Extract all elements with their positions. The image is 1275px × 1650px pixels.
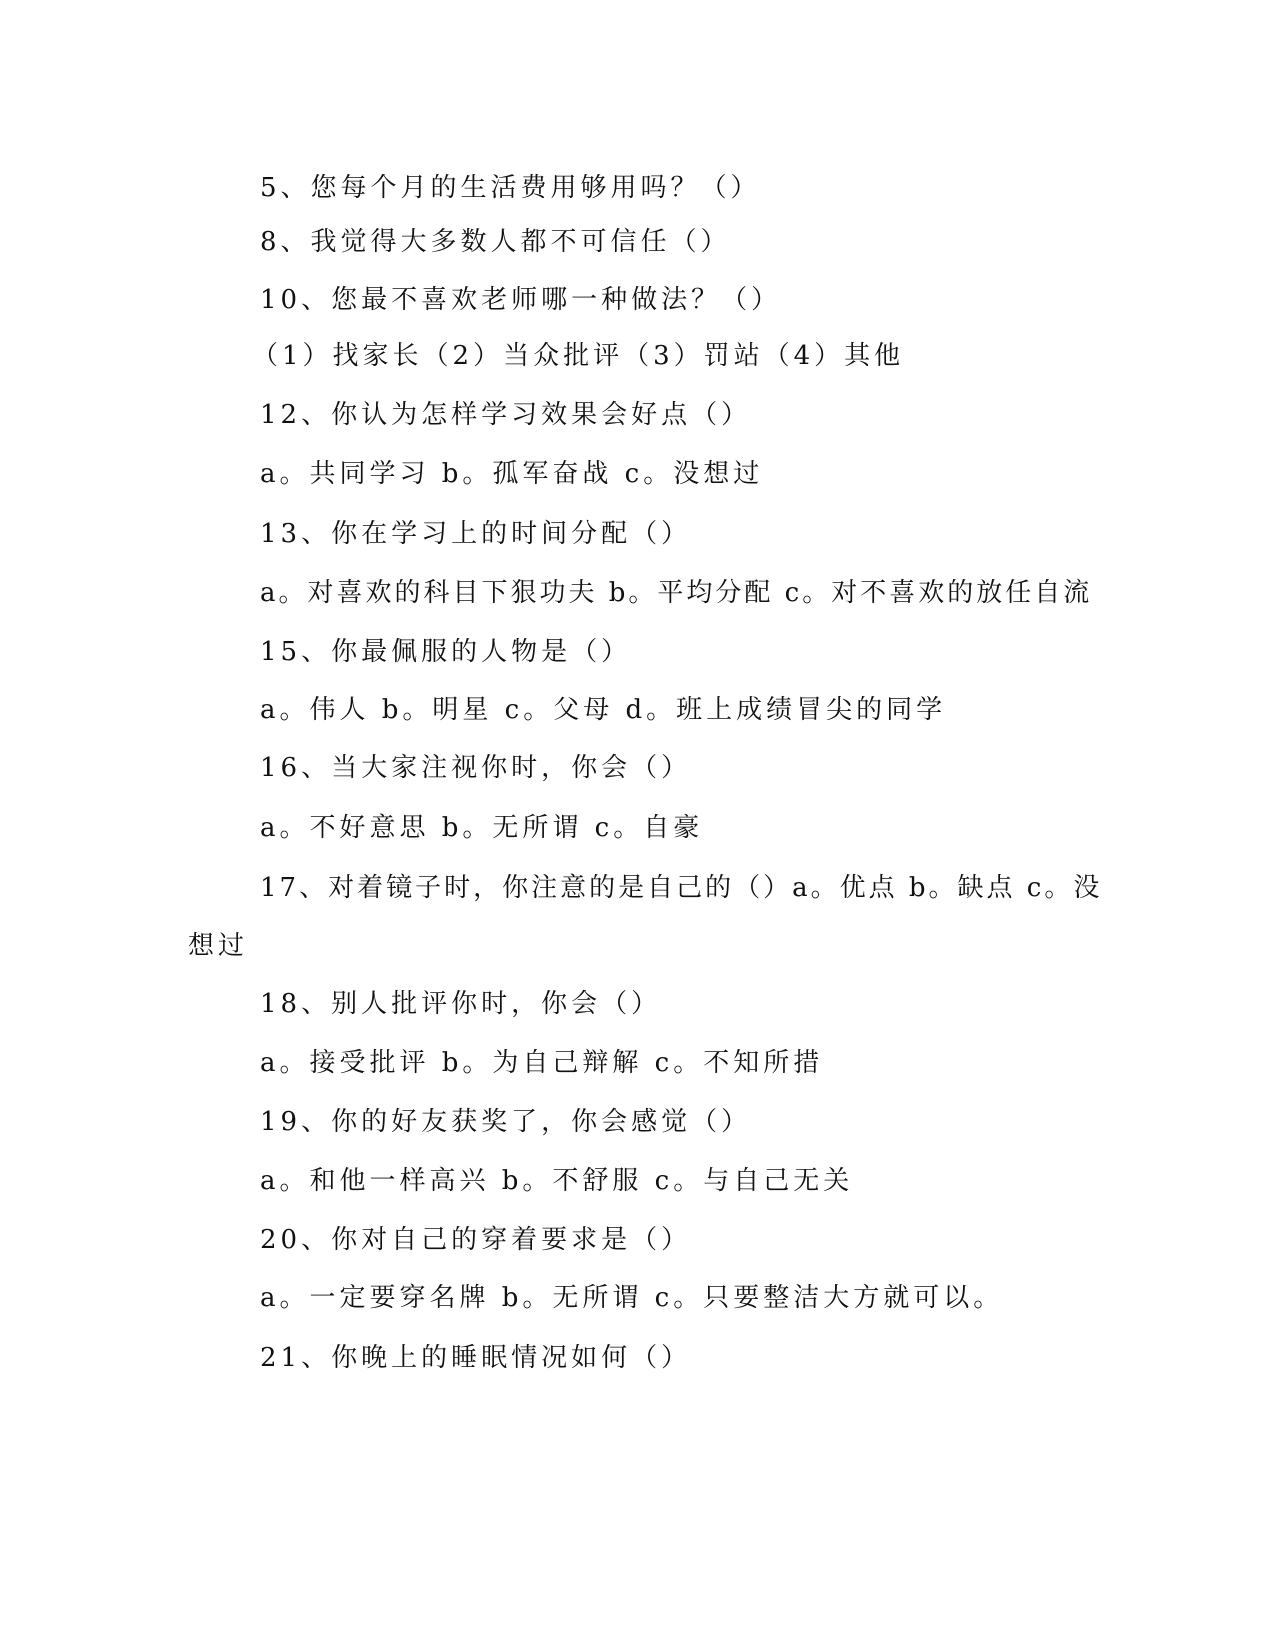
question-10-options: （1）找家长（2）当众批评（3）罚站（4）其他 <box>252 341 905 371</box>
question-10: 10、您最不喜欢老师哪一种做法？（） <box>260 285 782 315</box>
question-18: 18、别人批评你时，你会（） <box>260 989 662 1019</box>
question-19: 19、你的好友获奖了，你会感觉（） <box>260 1107 752 1137</box>
question-16-options: a。不好意思 b。无所谓 c。自豪 <box>260 813 704 843</box>
question-20: 20、你对自己的穿着要求是（） <box>260 1225 692 1255</box>
question-12-options: a。共同学习 b。孤军奋战 c。没想过 <box>260 459 764 489</box>
question-15-options: a。伟人 b。明星 c。父母 d。班上成绩冒尖的同学 <box>260 695 947 725</box>
question-16: 16、当大家注视你时，你会（） <box>260 753 692 783</box>
question-17-continuation: 想过 <box>188 931 249 961</box>
question-18-options: a。接受批评 b。为自己辩解 c。不知所措 <box>260 1048 824 1078</box>
question-13: 13、你在学习上的时间分配（） <box>260 519 692 549</box>
question-8: 8、我觉得大多数人都不可信任（） <box>260 227 731 257</box>
question-13-options: a。对喜欢的科目下狠功夫 b。平均分配 c。对不喜欢的放任自流 <box>260 578 1093 608</box>
question-15: 15、你最佩服的人物是（） <box>260 637 632 667</box>
question-17: 17、对着镜子时，你注意的是自己的（）a。优点 b。缺点 c。没 <box>260 873 1103 903</box>
question-5: 5、您每个月的生活费用够用吗？（） <box>260 173 761 203</box>
question-12: 12、你认为怎样学习效果会好点（） <box>260 400 752 430</box>
question-20-options: a。一定要穿名牌 b。无所谓 c。只要整洁大方就可以。 <box>260 1283 1004 1313</box>
question-19-options: a。和他一样高兴 b。不舒服 c。与自己无关 <box>260 1166 854 1196</box>
question-21: 21、你晚上的睡眠情况如何（） <box>260 1343 692 1373</box>
